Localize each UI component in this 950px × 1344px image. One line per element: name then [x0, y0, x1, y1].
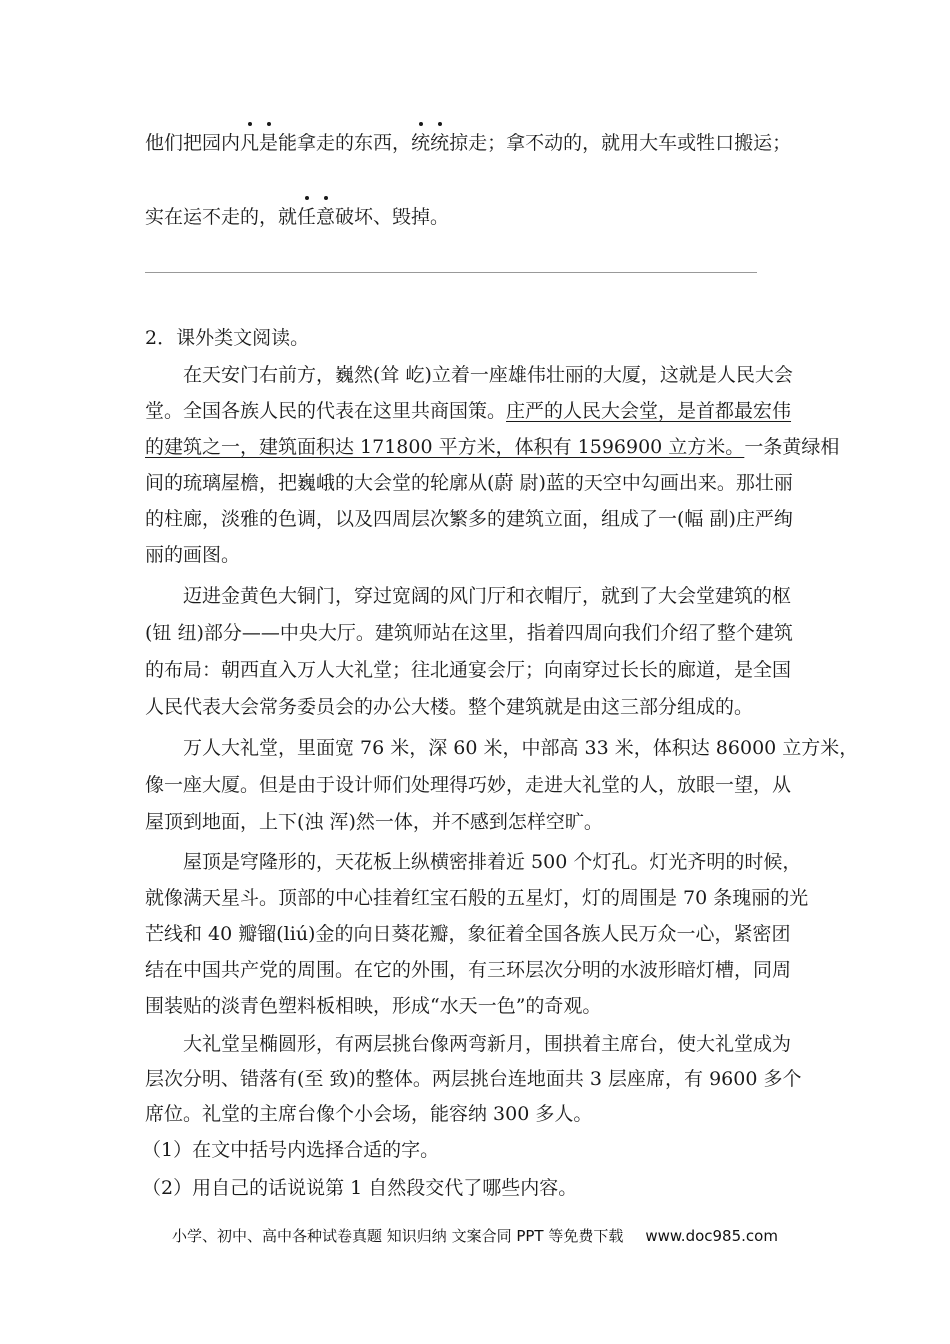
text-segment: 掠走；拿不动的，就用大车或牲口搬运； — [449, 132, 792, 154]
para4-line2: 就像满天星斗。顶部的中心挂着红宝石般的五星灯，灯的周围是 70 条瑰丽的光 — [145, 887, 809, 909]
question-1: （1）在文中括号内选择合适的字。 — [142, 1139, 440, 1161]
sentence-line-2 — [145, 204, 449, 230]
underlined-sentence: 的建筑之一，建筑面积达 171800 平方米，体积有 1596900 立方米。 — [145, 436, 745, 458]
page-footer — [0, 1225, 950, 1246]
para1-line6: 丽的画图。 — [145, 544, 241, 566]
section-heading: 2．课外类文阅读。 — [145, 327, 310, 349]
para5-line1: 大礼堂呈椭圆形，有两层挑台像两弯新月，围拱着主席台，使大礼堂成为 — [183, 1033, 792, 1055]
para2-line1: 迈进金黄色大铜门，穿过宽阔的风门厅和衣帽厅，就到了大会堂建筑的枢 — [183, 585, 792, 607]
para1-line1: 在天安门右前方，巍然(耸 屹)立着一座雄伟壮丽的大厦，这就是人民大会 — [183, 364, 793, 386]
footer-text: 小学、初中、高中各种试卷真题 知识归纳 文案合同 PPT 等免费下载 — [172, 1227, 624, 1245]
para2-line2: (钮 纽)部分——中央大厅。建筑师站在这里，指着四周向我们介绍了整个建筑 — [145, 622, 793, 644]
answer-line — [145, 272, 757, 273]
sentence-line-1 — [145, 130, 791, 156]
text-segment: 能拿走的东西， — [278, 132, 412, 154]
text-segment: 他们把园内 — [145, 132, 241, 154]
text-segment: 破坏、毁掉。 — [335, 206, 450, 228]
para2-line4: 人民代表大会常务委员会的办公大楼。整个建筑就是由这三部分组成的。 — [145, 696, 754, 718]
text-segment: 实在运不走的，就 — [145, 206, 298, 228]
question-2: （2）用自己的话说说第 1 自然段交代了哪些内容。 — [142, 1177, 578, 1199]
para4-line3: 芒线和 40 瓣镏(liú)金的向日葵花瓣，象征着全国各族人民万众一心，紧密团 — [145, 923, 791, 945]
para1-line2 — [145, 398, 791, 424]
para4-line1: 屋顶是穹隆形的，天花板上纵横密排着近 500 个灯孔。灯光齐明的时候， — [183, 851, 802, 873]
para3-line2: 像一座大厦。但是由于设计师们处理得巧妙，走进大礼堂的人，放眼一望，从 — [145, 774, 792, 796]
para4-line5: 围装贴的淡青色塑料板相映，形成“水天一色”的奇观。 — [145, 995, 602, 1017]
para3-line3: 屋顶到地面，上下(浊 浑)然一体，并不感到怎样空旷。 — [145, 811, 603, 833]
underlined-word-fanshi: 凡是 — [240, 132, 279, 154]
para4-line4: 结在中国共产党的周围。在它的外围，有三环层次分明的水波形暗灯槽，同周 — [145, 959, 792, 981]
underlined-word-tongtong: 统统 — [411, 132, 450, 154]
underlined-word-renyi: 任意 — [297, 206, 336, 228]
para1-line4: 间的琉璃屋檐，把巍峨的大会堂的轮廓从(蔚 尉)蓝的天空中勾画出来。那壮丽 — [145, 472, 793, 494]
para1-line5: 的柱廊，淡雅的色调，以及四周层次繁多的建筑立面，组成了一(幅 副)庄严绚 — [145, 508, 793, 530]
para2-line3: 的布局：朝西直入万人大礼堂；往北通宴会厅；向南穿过长长的廊道，是全国 — [145, 659, 792, 681]
underlined-sentence: 庄严的人民大会堂，是首都最宏伟 — [506, 400, 792, 422]
para1-line3 — [145, 434, 839, 460]
text-segment: 堂。全国各族人民的代表在这里共商国策。 — [145, 400, 507, 422]
para3-line1: 万人大礼堂，里面宽 76 米，深 60 米，中部高 33 米，体积达 86000 立方米， — [183, 737, 859, 759]
para5-line3: 席位。礼堂的主席台像个小会场，能容纳 300 多人。 — [145, 1103, 593, 1125]
text-segment: 一条黄绿相 — [744, 436, 840, 458]
para5-line2: 层次分明、错落有(至 致)的整体。两层挑台连地面共 3 层座席，有 9600 多个 — [145, 1068, 802, 1090]
footer-url[interactable]: www.doc985.com — [645, 1227, 778, 1245]
